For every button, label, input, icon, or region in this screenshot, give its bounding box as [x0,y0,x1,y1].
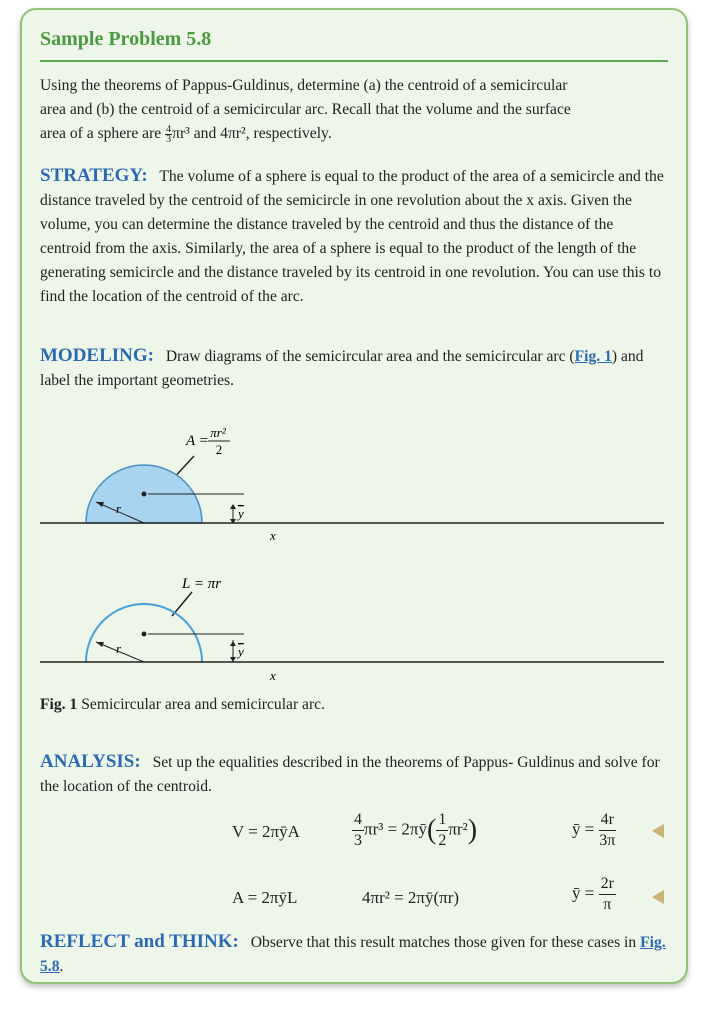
intro-line-2: area and (b) the centroid of a semicircular arc. Recall that the volume and the surface [40,101,571,118]
x-axis-label-top: x [270,528,276,543]
reflect-text-post: . [59,958,64,975]
eq2-result [572,874,616,915]
eq1-inner-den: 2 [438,832,447,849]
reflect-heading: REFLECT and THINK: [40,931,239,952]
reflect-text: Observe that this result matches those given for these cases in [250,934,637,951]
sample-problem-card [20,8,688,984]
semicircle-area-diagram [40,425,664,543]
fig1-link[interactable]: Fig. 1 [574,348,612,365]
eq1-result [572,810,616,851]
analysis-heading: ANALYSIS: [40,751,141,772]
eq1-mid-text: πr³ = 2πȳ [364,819,428,839]
eq1-inner-post: πr² [448,819,468,839]
area-label-num: πr² [210,425,226,440]
area-label: A = [186,433,209,449]
strategy-text: The volume of a sphere is equal to the product of the area of a semicircle and the distance traveled by the centroid of the semicircle in one revolution about the x axis. Given the volume, you can determine the distance traveled by the centroid and thus the distance of the centroid from the axis. Similarly, the area of a sphere is equal to the product of the length of the generating semicircle and the distance traveled by its centroid in one revolution. You can use this to find the location of the centroid of the arc. [40,168,664,305]
eq1-result-lhs: ȳ = [572,819,595,839]
modeling-text: Draw diagrams of the semicircular area and the semicircular arc [165,348,566,365]
arc-label: L = πr [182,576,222,592]
eq2-middle: 4πr² = 2πȳ(πr) [362,888,460,907]
radius-label-top: r [116,501,122,516]
intro-line-3 [40,122,668,146]
caption-label: Fig. 1 [40,696,78,713]
eq1-result-den: 3π [599,832,616,849]
title-divider [40,60,668,62]
eq2-left: A = 2πȳL [232,888,298,907]
modeling-open-paren: ( [569,348,575,365]
figure-1 [22,410,690,700]
intro-frac-den: 3 [166,133,172,145]
area-label-den: 2 [215,442,223,457]
reflect-paragraph [40,930,668,979]
strategy-heading: STRATEGY: [40,165,148,186]
analysis-paragraph [40,750,668,799]
intro-paragraph [40,74,668,146]
eq1-middle: $\frac{4}{3}$ πr³ = 2πȳ( $\frac{1}{2}$ πr²) [354,811,478,849]
eq2-result-num: 2r [599,874,616,895]
semicircle-arc-diagram [40,576,664,683]
modeling-heading: MODELING: [40,345,154,366]
analysis-text: Set up the equalities described in the theorems of Pappus- Guldinus and solve for the location of the centroid. [40,754,660,795]
centroid-dot-top [142,492,147,497]
caption-text: Semicircular area and semicircular arc. [81,696,325,713]
centroid-dot-bottom [142,632,147,637]
eq1-frac-den: 3 [354,832,362,849]
intro-line-3-mid: πr³ and 4πr², respectively. [172,125,332,142]
answer-marker-1 [652,824,664,838]
fig-5-8-link[interactable]: Fig. 5.8 [40,934,666,975]
eq1-left: V = 2πȳA [232,822,300,841]
intro-line-1: Using the theorems of Pappus-Guldinus, determine (a) the centroid of a semicircular [40,77,568,94]
eq1-frac-num: 4 [352,810,364,831]
x-axis-label-bottom: x [270,668,276,683]
ybar-label-top: y [238,506,244,521]
eq2-result-lhs: ȳ = [572,883,595,903]
figure-caption [40,696,325,714]
intro-line-3-pre: area of a sphere are [40,125,162,142]
eq1-inner-num: 1 [436,810,448,831]
radius-label-bottom: r [116,641,122,656]
problem-title: Sample Problem 5.8 [40,28,212,50]
eq2-result-den: π [603,896,612,913]
intro-frac-num: 4 [166,123,172,135]
modeling-paragraph [40,344,668,393]
strategy-paragraph [40,164,668,309]
modeling-text-post: ) and label the important geometries. [40,348,644,389]
eq1-result-num: 4r [599,810,616,831]
answer-marker-2 [652,890,664,904]
ybar-label-bottom: y [238,644,244,659]
